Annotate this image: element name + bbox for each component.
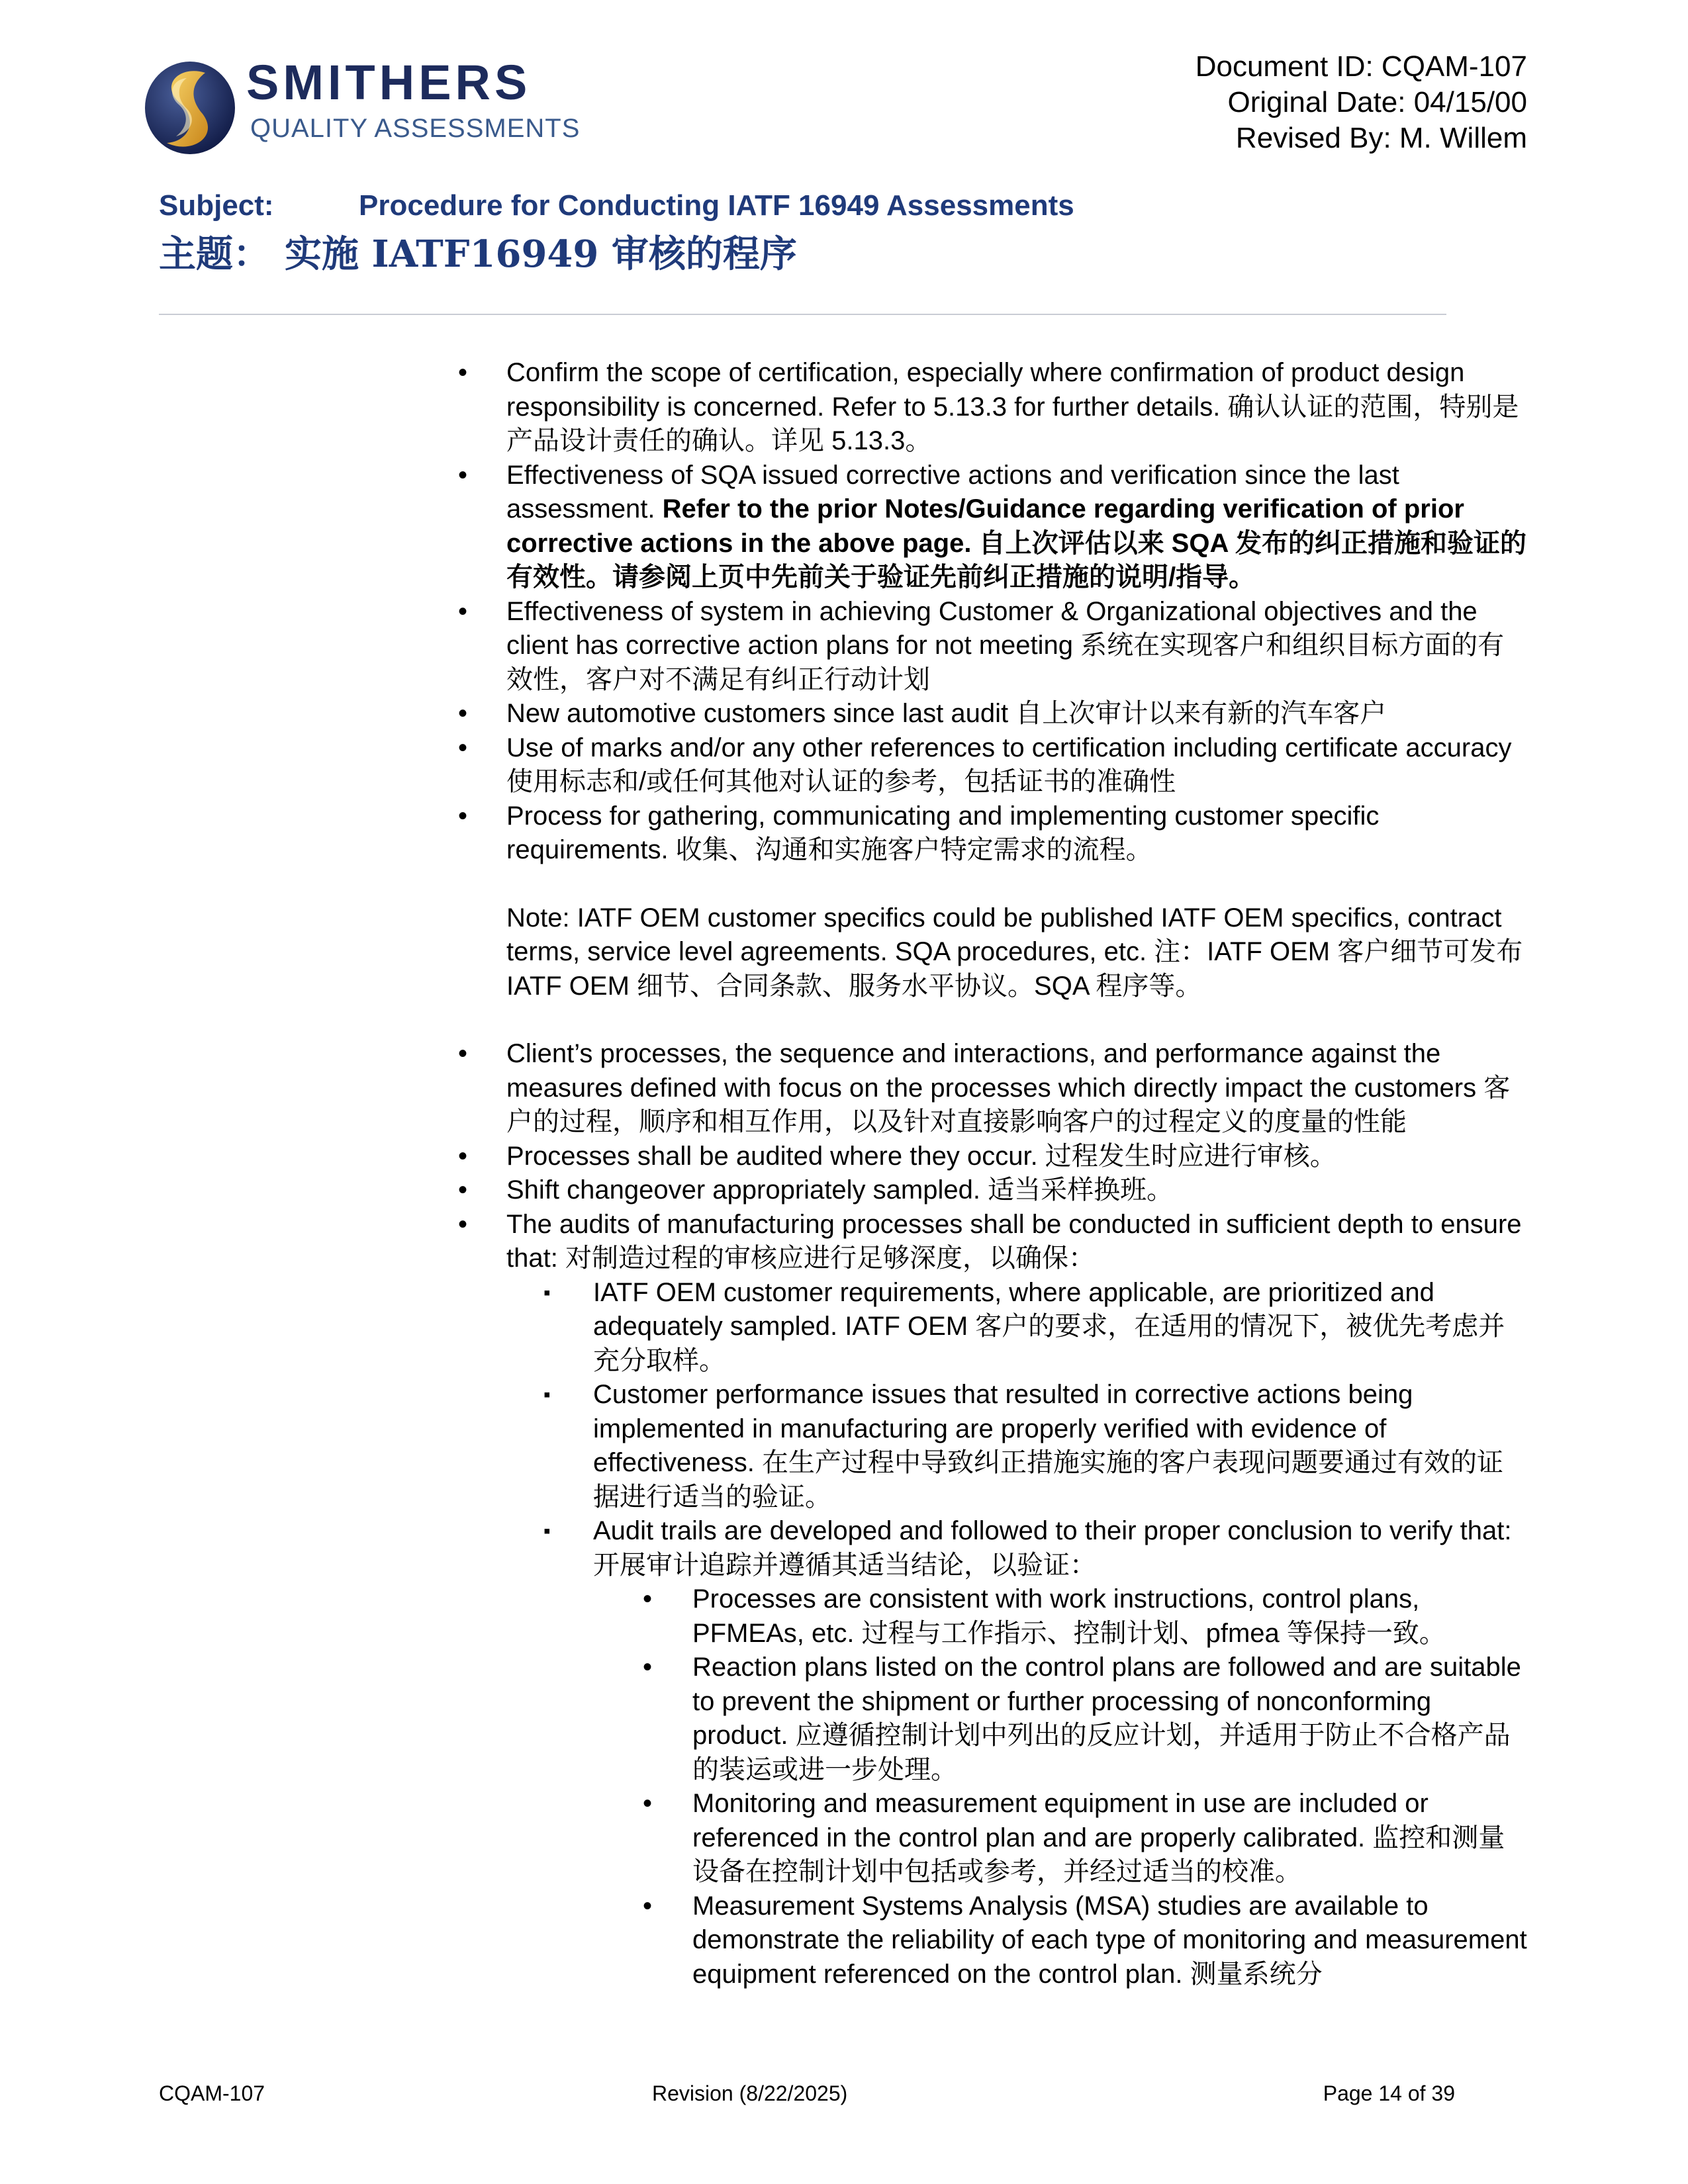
sub-list-item: ▪ Customer performance issues that resulted in corrective actions being implemented in manufacturing are properly verified with evidence of effectiveness. 在生产过程中导致纠正措施实施的客户表现问题要通过有效的证据进行适当的验证。 [543, 1378, 1529, 1514]
list-item: • Effectiveness of SQA issued corrective actions and verification since the last assessment. Refer to the prior Notes/Guidance regarding verification of prior corrective actions in the above page. 自上次评估以来 SQA 发布的纠正措施和验证的有效性。请参阅上页中先前关于验证先前纠正措施的说明/指导。 [457, 459, 1529, 595]
list-item: • Confirm the scope of certification, especially where confirmation of product design responsibility is concerned. Refer to 5.13.3 for further details. 确认认证的范围，特别是产品设计责任的确认。详见 5.13.3。 [457, 356, 1529, 459]
document-body [457, 356, 1529, 1991]
sub-sub-list-item: • Reaction plans listed on the control plans are followed and are suitable to prevent the shipment or further processing of nonconforming product. 应遵循控制计划中列出的反应计划，并适用于防止不合格产品的装运或进一步处理。 [643, 1651, 1529, 1787]
list-item: • New automotive customers since last audit 自上次审计以来有新的汽车客户 [457, 697, 1529, 731]
document-info [1196, 49, 1527, 156]
list-item: • Effectiveness of system in achieving Customer & Organizational objectives and the client has corrective action plans for not meeting 系统在实现客户和组织目标方面的有效性，客户对不满足有纠正行动计划 [457, 595, 1529, 698]
bullet-list-2 [457, 1037, 1529, 1991]
bullet-list [457, 356, 1529, 868]
sub-sub-list-item: • Measurement Systems Analysis (MSA) studies are available to demonstrate the reliability of each type of monitoring and measurement equipment referenced on the control plan. 测量系统分 [643, 1889, 1529, 1992]
logo-wordmark: SMITHERS [246, 55, 532, 110]
logo-tagline: QUALITY ASSESSMENTS [250, 114, 581, 143]
footer-page-number: Page 14 of 39 [1323, 2081, 1455, 2105]
note-paragraph: Note: IATF OEM customer specifics could be published IATF OEM specifics, contract terms, service level agreements. SQA procedures, etc. 注：IATF OEM 客户细节可发布 IATF OEM 细节、合同条款、服务水平协议。SQA 程序等。 [506, 903, 1523, 1001]
smithers-swirl-logo-icon [140, 58, 240, 158]
sub-sub-list-item: • Monitoring and measurement equipment in use are included or referenced in the control plan and are properly calibrated. 监控和测量设备在控制计划中包括或参考，并经过适当的校准。 [643, 1787, 1529, 1889]
sub-list-item: ▪ IATF OEM customer requirements, where applicable, are prioritized and adequately sampled. IATF OEM 客户的要求，在适用的情况下，被优先考虑并充分取样。 [543, 1276, 1529, 1379]
sub-list-item: ▪ Audit trails are developed and followed to their proper conclusion to verify that: 开展审计追踪并遵循其适当结论，以验证： • Processes are consistent with work instructions, control plans, PFMEAs, etc. 过程与工作指示、控制计划、pfmea 等保持一致。 • Reaction plans listed on the control plans are followed and are suitable to prevent the shipment or further processing of nonconforming product. 应遵循控制计划中列出的反应计划，并适用于防止不合格产品的装运或进一步处理。 • Monitoring and measurement equipment in use are included or referenced in the control plan and are properly calibrated. 监控和测量设备在控制计划中包括或参考，并经过适当的校准。 • Measurement Systems Analysis (MSA) studies are available to demonstrate the reliability of each type of monitoring and measurement equipment referenced on the control plan. 测量系统分 [543, 1514, 1529, 1991]
footer-revision: Revision (8/22/2025) [652, 2081, 848, 2105]
smithers-logo [140, 55, 590, 158]
footer-doc-id: CQAM-107 [159, 2081, 265, 2105]
subject-label-cn: 主题： [159, 232, 270, 276]
document-id: Document ID: CQAM-107 [1195, 50, 1527, 83]
subject-line [159, 189, 1074, 222]
revised-by: Revised By: M. Willem [1235, 122, 1527, 154]
list-item: • Shift changeover appropriately sampled. 适当采样换班。 [457, 1173, 1529, 1208]
sub-sub-list-item: • Processes are consistent with work instructions, control plans, PFMEAs, etc. 过程与工作指示、控制计划、pfmea 等保持一致。 [643, 1582, 1529, 1651]
subject-label: Subject: [159, 189, 274, 222]
header-divider [159, 314, 1446, 315]
list-item: • Client’s processes, the sequence and interactions, and performance against the measures defined with focus on the processes which directly impact the customers 客户的过程，顺序和相互作用，以及针对直接影响客户的过程定义的度量的性能 [457, 1037, 1529, 1140]
list-item: • Processes shall be audited where they occur. 过程发生时应进行审核。 [457, 1140, 1529, 1174]
list-item: • Process for gathering, communicating and implementing customer specific requirements. 收集、沟通和实施客户特定需求的流程。 [457, 799, 1529, 868]
list-item: • Use of marks and/or any other references to certification including certificate accuracy 使用标志和/或任何其他对认证的参考，包括证书的准确性 [457, 731, 1529, 799]
bold-reference: Refer to the prior Notes/Guidance regarding verification of prior corrective actions in the above page. 自上次评估以来 SQA 发布的纠正措施和验证的有效性。请参阅上页中先前关于验证先前纠正措施的说明/指导。 [506, 494, 1526, 592]
subject-title-cn: 实施 IATF16949 审核的程序 [285, 232, 797, 276]
sub-bullet-list [506, 1276, 1529, 1992]
subject-title: Procedure for Conducting IATF 16949 Assessments [359, 189, 1074, 222]
sub-sub-bullet-list [593, 1582, 1529, 1991]
subject-line-cn [159, 225, 797, 278]
original-date: Original Date: 04/15/00 [1227, 86, 1527, 118]
list-item: • The audits of manufacturing processes shall be conducted in sufficient depth to ensure that: 对制造过程的审核应进行足够深度，以确保： ▪ IATF OEM customer requirements, where applicable, are prioritized and adequately sampled. IATF OEM 客户的要求，在适用的情况下，被优先考虑并充分取样。 ▪ Customer performance issues that resulted in corrective actions being implemented in manufacturing are properly verified with evidence of effectiveness. 在生产过程中导致纠正措施实施的客户表现问题要通过有效的证据进行适当的验证。 ▪ Audit trails are developed and followed to their proper conclusion to verify that: 开展审计追踪并遵循其适当结论，以验证： • Processes are consistent with work instructions, control plans, PFMEAs, etc. 过程与工作指示、控制计划、pfmea 等保持一致。 • Reaction plans listed on the control plans are followed and are suitable to prevent the shipment or further processing of nonconforming product. 应遵循控制计划中列出的反应计划，并适用于防止不合格产品的装运或进一步处理。 • Monitoring and measurement equipment in use are included or referenced in the control plan and are properly calibrated. 监控和测量设备在控制计划中包括或参考，并经过适当的校准。 • Measurement Systems Analysis (MSA) studies are available to demonstrate the reliability of each type of monitoring and measurement equipment referenced on the control plan. 测量系统分 [457, 1208, 1529, 1992]
